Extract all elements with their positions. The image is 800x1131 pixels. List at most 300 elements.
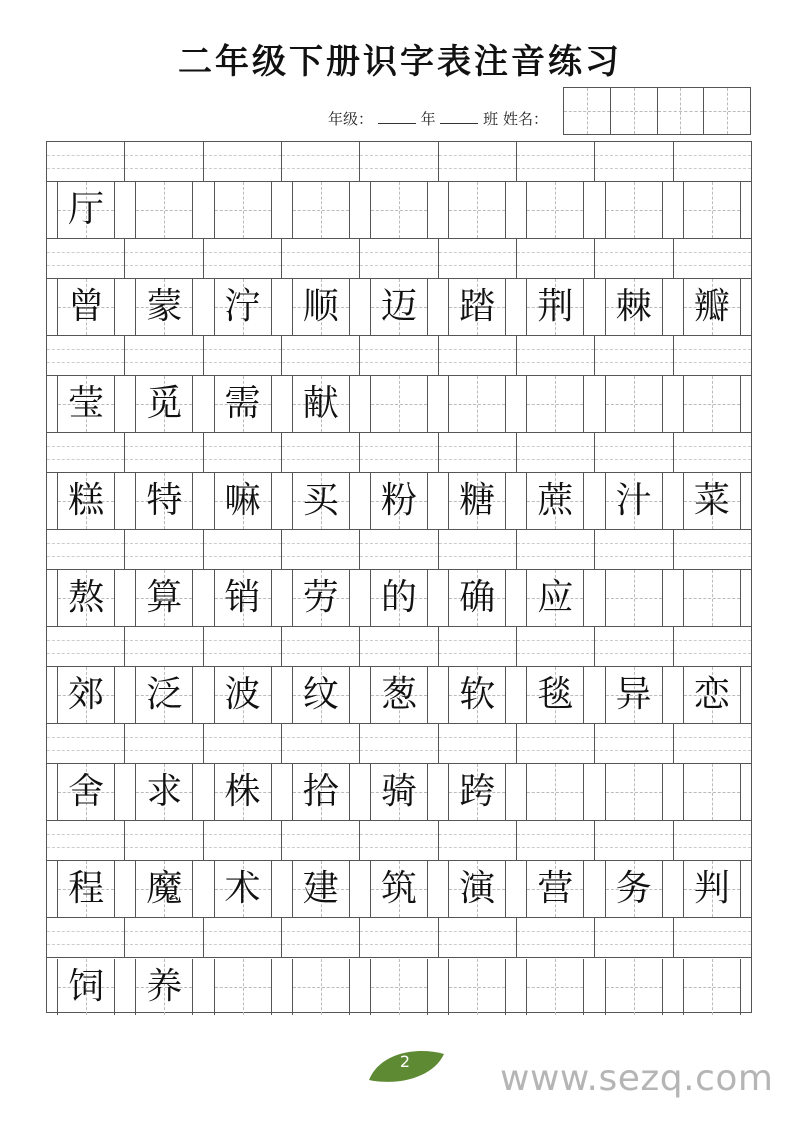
hanzi-character: 应 (537, 577, 574, 618)
character-slot (673, 182, 751, 238)
character-slot (516, 279, 594, 335)
character-slot (203, 570, 281, 626)
hanzi-character: 厅 (68, 189, 105, 230)
tianzige-box[interactable] (57, 182, 115, 238)
character-slot (203, 473, 281, 529)
pinyin-writing-cell[interactable] (282, 627, 360, 666)
class-blank[interactable] (440, 109, 478, 124)
tianzige-box[interactable] (370, 376, 428, 432)
name-label: 姓名： (502, 110, 548, 128)
pinyin-row (47, 433, 751, 473)
character-slot (516, 570, 594, 626)
character-slot (203, 182, 281, 238)
character-slot (125, 764, 203, 820)
pinyin-writing-cell[interactable] (47, 530, 125, 569)
character-row (47, 764, 751, 821)
hanzi-character: 销 (224, 577, 261, 618)
character-slot (282, 473, 360, 529)
pinyin-writing-cell[interactable] (674, 433, 751, 472)
tianzige-box[interactable] (683, 667, 741, 723)
tianzige-box[interactable] (526, 376, 584, 432)
tianzige-box[interactable] (135, 764, 193, 820)
pinyin-writing-cell[interactable] (360, 433, 438, 472)
character-slot (360, 958, 438, 1015)
page-number: 2 (399, 1052, 411, 1071)
hanzi-character: 骑 (380, 771, 417, 812)
name-box[interactable] (564, 88, 611, 134)
tianzige-box[interactable] (526, 570, 584, 626)
character-slot (360, 764, 438, 820)
hanzi-character: 泛 (146, 674, 183, 715)
tianzige-box[interactable] (370, 667, 428, 723)
tianzige-box[interactable] (370, 570, 428, 626)
pinyin-writing-cell[interactable] (595, 142, 673, 181)
tianzige-box[interactable] (605, 959, 663, 1015)
pinyin-writing-cell[interactable] (125, 433, 203, 472)
tianzige-box[interactable] (214, 959, 272, 1015)
character-slot (360, 570, 438, 626)
page-title: 二年级下册识字表注音练习 (178, 42, 622, 82)
tianzige-box[interactable] (605, 861, 663, 917)
pinyin-writing-cell[interactable] (517, 336, 595, 375)
pinyin-writing-cell[interactable] (595, 821, 673, 860)
tianzige-box[interactable] (135, 861, 193, 917)
grade-blank[interactable] (378, 109, 416, 124)
hanzi-character: 养 (146, 965, 183, 1007)
character-slot (125, 182, 203, 238)
character-slot (47, 182, 125, 238)
character-slot (282, 764, 360, 820)
pinyin-writing-cell[interactable] (674, 918, 751, 957)
pinyin-writing-cell[interactable] (47, 918, 125, 957)
character-slot (203, 279, 281, 335)
name-writing-boxes[interactable] (563, 87, 751, 135)
character-slot (203, 958, 281, 1015)
hanzi-character: 粉 (380, 480, 417, 521)
pinyin-writing-cell[interactable] (204, 821, 282, 860)
character-slot (203, 376, 281, 432)
character-slot (673, 473, 751, 529)
character-slot (125, 958, 203, 1015)
pinyin-row (47, 530, 751, 570)
hanzi-character: 献 (302, 383, 339, 424)
pinyin-writing-cell[interactable] (517, 433, 595, 472)
character-slot (360, 376, 438, 432)
pinyin-writing-cell[interactable] (595, 724, 673, 763)
character-slot (438, 279, 516, 335)
pinyin-writing-cell[interactable] (125, 918, 203, 957)
tianzige-box[interactable] (526, 764, 584, 820)
character-slot (438, 861, 516, 917)
pinyin-writing-cell[interactable] (595, 336, 673, 375)
pinyin-row (47, 142, 751, 182)
character-slot (360, 182, 438, 238)
character-slot (360, 279, 438, 335)
pinyin-writing-cell[interactable] (47, 239, 125, 278)
tianzige-box[interactable] (370, 764, 428, 820)
hanzi-character: 跨 (459, 771, 496, 812)
hanzi-character: 曾 (68, 286, 105, 327)
character-slot (282, 570, 360, 626)
hanzi-character: 建 (302, 868, 339, 909)
pinyin-writing-cell[interactable] (517, 918, 595, 957)
tianzige-box[interactable] (57, 376, 115, 432)
pinyin-writing-cell[interactable] (674, 239, 751, 278)
character-slot (203, 667, 281, 723)
character-slot (516, 861, 594, 917)
tianzige-box[interactable] (370, 279, 428, 335)
hanzi-character: 术 (224, 868, 261, 909)
tianzige-box[interactable] (526, 959, 584, 1015)
pinyin-writing-cell[interactable] (47, 821, 125, 860)
tianzige-box[interactable] (605, 182, 663, 238)
hanzi-character: 异 (615, 674, 652, 715)
tianzige-box[interactable] (448, 182, 506, 238)
hanzi-character: 买 (302, 480, 339, 521)
pinyin-writing-cell[interactable] (517, 821, 595, 860)
tianzige-box[interactable] (448, 861, 506, 917)
tianzige-box[interactable] (683, 861, 741, 917)
pinyin-writing-cell[interactable] (595, 627, 673, 666)
hanzi-character: 莹 (68, 383, 105, 424)
hanzi-character: 判 (693, 868, 730, 909)
pinyin-writing-cell[interactable] (204, 918, 282, 957)
pinyin-writing-cell[interactable] (517, 627, 595, 666)
hanzi-character: 软 (459, 674, 496, 715)
hanzi-character: 的 (380, 577, 417, 618)
pinyin-writing-cell[interactable] (47, 433, 125, 472)
pinyin-writing-cell[interactable] (282, 918, 360, 957)
character-slot (438, 667, 516, 723)
character-slot (282, 861, 360, 917)
pinyin-writing-cell[interactable] (204, 336, 282, 375)
hanzi-character: 需 (224, 383, 261, 424)
tianzige-box[interactable] (57, 667, 115, 723)
pinyin-writing-cell[interactable] (282, 724, 360, 763)
character-slot (673, 570, 751, 626)
pinyin-row (47, 336, 751, 376)
pinyin-writing-cell[interactable] (439, 433, 517, 472)
tianzige-box[interactable] (605, 764, 663, 820)
pinyin-writing-cell[interactable] (674, 627, 751, 666)
tianzige-box[interactable] (292, 570, 350, 626)
tianzige-box[interactable] (605, 376, 663, 432)
tianzige-box[interactable] (292, 473, 350, 529)
character-slot (360, 473, 438, 529)
tianzige-box[interactable] (448, 959, 506, 1015)
hanzi-character: 营 (537, 868, 574, 909)
character-slot (516, 764, 594, 820)
character-slot (516, 667, 594, 723)
name-box[interactable] (611, 88, 658, 134)
hanzi-character: 觅 (146, 383, 183, 424)
pinyin-writing-cell[interactable] (47, 724, 125, 763)
pinyin-writing-cell[interactable] (674, 724, 751, 763)
character-slot (125, 861, 203, 917)
pinyin-writing-cell[interactable] (47, 336, 125, 375)
tianzige-box[interactable] (135, 667, 193, 723)
pinyin-writing-cell[interactable] (360, 336, 438, 375)
pinyin-writing-cell[interactable] (439, 724, 517, 763)
character-row (47, 376, 751, 433)
tianzige-box[interactable] (135, 376, 193, 432)
tianzige-box[interactable] (292, 376, 350, 432)
hanzi-character: 郊 (68, 674, 105, 715)
character-slot (516, 376, 594, 432)
hanzi-character: 葱 (380, 674, 417, 715)
character-row (47, 958, 751, 1015)
tianzige-box[interactable] (683, 182, 741, 238)
tianzige-box[interactable] (448, 570, 506, 626)
pinyin-writing-cell[interactable] (204, 142, 282, 181)
pinyin-writing-cell[interactable] (595, 433, 673, 472)
tianzige-box[interactable] (292, 279, 350, 335)
character-slot (673, 861, 751, 917)
tianzige-box[interactable] (370, 861, 428, 917)
hanzi-character: 筑 (380, 868, 417, 909)
pinyin-writing-cell[interactable] (674, 530, 751, 569)
tianzige-box[interactable] (214, 473, 272, 529)
tianzige-box[interactable] (683, 473, 741, 529)
hanzi-character: 劳 (302, 577, 339, 618)
tianzige-box[interactable] (370, 182, 428, 238)
hanzi-character: 务 (615, 868, 652, 909)
hanzi-character: 蔗 (537, 480, 574, 521)
character-slot (47, 279, 125, 335)
tianzige-box[interactable] (448, 764, 506, 820)
pinyin-writing-cell[interactable] (360, 627, 438, 666)
character-slot (203, 861, 281, 917)
character-slot (282, 279, 360, 335)
pinyin-writing-cell[interactable] (517, 142, 595, 181)
tianzige-box[interactable] (57, 764, 115, 820)
pinyin-writing-cell[interactable] (595, 530, 673, 569)
character-slot (282, 667, 360, 723)
pinyin-writing-cell[interactable] (282, 433, 360, 472)
pinyin-writing-cell[interactable] (517, 724, 595, 763)
tianzige-box[interactable] (292, 959, 350, 1015)
pinyin-writing-cell[interactable] (360, 724, 438, 763)
tianzige-box[interactable] (526, 279, 584, 335)
hanzi-character: 瓣 (693, 286, 730, 327)
character-slot (438, 764, 516, 820)
hanzi-character: 棘 (615, 286, 652, 327)
pinyin-writing-cell[interactable] (517, 530, 595, 569)
tianzige-box[interactable] (526, 182, 584, 238)
tianzige-box[interactable] (292, 764, 350, 820)
tianzige-box[interactable] (57, 279, 115, 335)
pinyin-writing-cell[interactable] (282, 239, 360, 278)
character-slot (438, 570, 516, 626)
character-slot (595, 279, 673, 335)
tianzige-box[interactable] (57, 570, 115, 626)
pinyin-writing-cell[interactable] (125, 627, 203, 666)
character-slot (282, 182, 360, 238)
character-slot (438, 958, 516, 1015)
hanzi-character: 糕 (68, 480, 105, 521)
pinyin-writing-cell[interactable] (204, 724, 282, 763)
pinyin-writing-cell[interactable] (674, 336, 751, 375)
pinyin-writing-cell[interactable] (674, 142, 751, 181)
character-slot (673, 764, 751, 820)
tianzige-box[interactable] (135, 959, 193, 1015)
tianzige-box[interactable] (292, 182, 350, 238)
pinyin-writing-cell[interactable] (204, 627, 282, 666)
tianzige-box[interactable] (448, 279, 506, 335)
pinyin-writing-cell[interactable] (439, 239, 517, 278)
tianzige-box[interactable] (214, 667, 272, 723)
tianzige-box[interactable] (135, 182, 193, 238)
tianzige-box[interactable] (135, 279, 193, 335)
character-slot (203, 764, 281, 820)
tianzige-box[interactable] (214, 764, 272, 820)
tianzige-box[interactable] (683, 959, 741, 1015)
pinyin-writing-cell[interactable] (125, 530, 203, 569)
pinyin-row (47, 918, 751, 958)
pinyin-writing-cell[interactable] (204, 530, 282, 569)
character-slot (438, 182, 516, 238)
pinyin-writing-cell[interactable] (517, 239, 595, 278)
character-slot (595, 473, 673, 529)
tianzige-box[interactable] (370, 959, 428, 1015)
tianzige-box[interactable] (292, 861, 350, 917)
tianzige-box[interactable] (135, 473, 193, 529)
hanzi-character: 魔 (146, 868, 183, 909)
pinyin-writing-cell[interactable] (204, 239, 282, 278)
hanzi-character: 熬 (68, 577, 105, 618)
character-slot (438, 473, 516, 529)
tianzige-box[interactable] (57, 861, 115, 917)
pinyin-writing-cell[interactable] (360, 142, 438, 181)
character-slot (47, 764, 125, 820)
tianzige-box[interactable] (526, 667, 584, 723)
tianzige-box[interactable] (683, 570, 741, 626)
pinyin-writing-cell[interactable] (125, 336, 203, 375)
pinyin-writing-cell[interactable] (595, 239, 673, 278)
pinyin-writing-cell[interactable] (595, 918, 673, 957)
pinyin-writing-cell[interactable] (360, 821, 438, 860)
pinyin-writing-cell[interactable] (125, 142, 203, 181)
pinyin-row (47, 239, 751, 279)
tianzige-box[interactable] (605, 473, 663, 529)
tianzige-box[interactable] (57, 473, 115, 529)
hanzi-character: 踏 (459, 286, 496, 327)
pinyin-writing-cell[interactable] (125, 821, 203, 860)
character-slot (673, 667, 751, 723)
tianzige-box[interactable] (214, 182, 272, 238)
tianzige-box[interactable] (448, 376, 506, 432)
pinyin-writing-cell[interactable] (47, 142, 125, 181)
hanzi-character: 确 (459, 577, 496, 618)
pinyin-writing-cell[interactable] (360, 530, 438, 569)
student-info-line (328, 108, 548, 129)
name-box[interactable] (658, 88, 705, 134)
character-slot (125, 570, 203, 626)
character-slot (516, 182, 594, 238)
tianzige-box[interactable] (214, 570, 272, 626)
hanzi-character: 特 (146, 480, 183, 521)
pinyin-writing-cell[interactable] (439, 142, 517, 181)
tianzige-box[interactable] (683, 279, 741, 335)
hanzi-character: 菜 (693, 480, 730, 521)
hanzi-character: 演 (459, 868, 496, 909)
pinyin-writing-cell[interactable] (282, 336, 360, 375)
tianzige-box[interactable] (214, 376, 272, 432)
hanzi-character: 株 (224, 771, 261, 812)
pinyin-writing-cell[interactable] (282, 142, 360, 181)
pinyin-writing-cell[interactable] (125, 239, 203, 278)
pinyin-writing-cell[interactable] (674, 821, 751, 860)
pinyin-writing-cell[interactable] (439, 627, 517, 666)
character-slot (438, 376, 516, 432)
tianzige-box[interactable] (214, 279, 272, 335)
hanzi-character: 迈 (380, 286, 417, 327)
tianzige-box[interactable] (605, 570, 663, 626)
pinyin-writing-cell[interactable] (439, 336, 517, 375)
character-slot (595, 570, 673, 626)
tianzige-box[interactable] (448, 667, 506, 723)
hanzi-character: 糖 (459, 480, 496, 521)
tianzige-box[interactable] (683, 764, 741, 820)
tianzige-box[interactable] (214, 861, 272, 917)
tianzige-box[interactable] (605, 279, 663, 335)
tianzige-box[interactable] (292, 667, 350, 723)
pinyin-row (47, 724, 751, 764)
pinyin-writing-cell[interactable] (47, 627, 125, 666)
character-row (47, 182, 751, 239)
character-row (47, 570, 751, 627)
pinyin-writing-cell[interactable] (439, 918, 517, 957)
character-slot (47, 570, 125, 626)
tianzige-box[interactable] (683, 376, 741, 432)
pinyin-writing-cell[interactable] (125, 724, 203, 763)
tianzige-box[interactable] (370, 473, 428, 529)
hanzi-character: 程 (68, 868, 105, 909)
pinyin-writing-cell[interactable] (439, 821, 517, 860)
hanzi-character: 算 (146, 577, 183, 618)
hanzi-character: 汁 (615, 480, 652, 521)
pinyin-writing-cell[interactable] (204, 433, 282, 472)
tianzige-box[interactable] (526, 861, 584, 917)
character-slot (595, 861, 673, 917)
tianzige-box[interactable] (526, 473, 584, 529)
character-row (47, 473, 751, 530)
name-box[interactable] (704, 88, 750, 134)
tianzige-box[interactable] (57, 959, 115, 1015)
character-slot (125, 473, 203, 529)
hanzi-character: 恋 (693, 674, 730, 715)
character-row (47, 861, 751, 918)
pinyin-writing-cell[interactable] (360, 918, 438, 957)
pinyin-writing-cell[interactable] (282, 821, 360, 860)
character-slot (47, 473, 125, 529)
hanzi-character: 毯 (537, 674, 574, 715)
character-slot (360, 667, 438, 723)
pinyin-writing-cell[interactable] (439, 530, 517, 569)
character-slot (282, 376, 360, 432)
tianzige-box[interactable] (448, 473, 506, 529)
character-slot (125, 279, 203, 335)
hanzi-character: 顺 (302, 286, 339, 327)
pinyin-writing-cell[interactable] (282, 530, 360, 569)
pinyin-row (47, 821, 751, 861)
tianzige-box[interactable] (605, 667, 663, 723)
watermark: www.sezq.com (500, 1058, 774, 1099)
grade-label: 年级： (328, 110, 374, 128)
tianzige-box[interactable] (135, 570, 193, 626)
hanzi-character: 波 (224, 674, 261, 715)
pinyin-writing-cell[interactable] (360, 239, 438, 278)
